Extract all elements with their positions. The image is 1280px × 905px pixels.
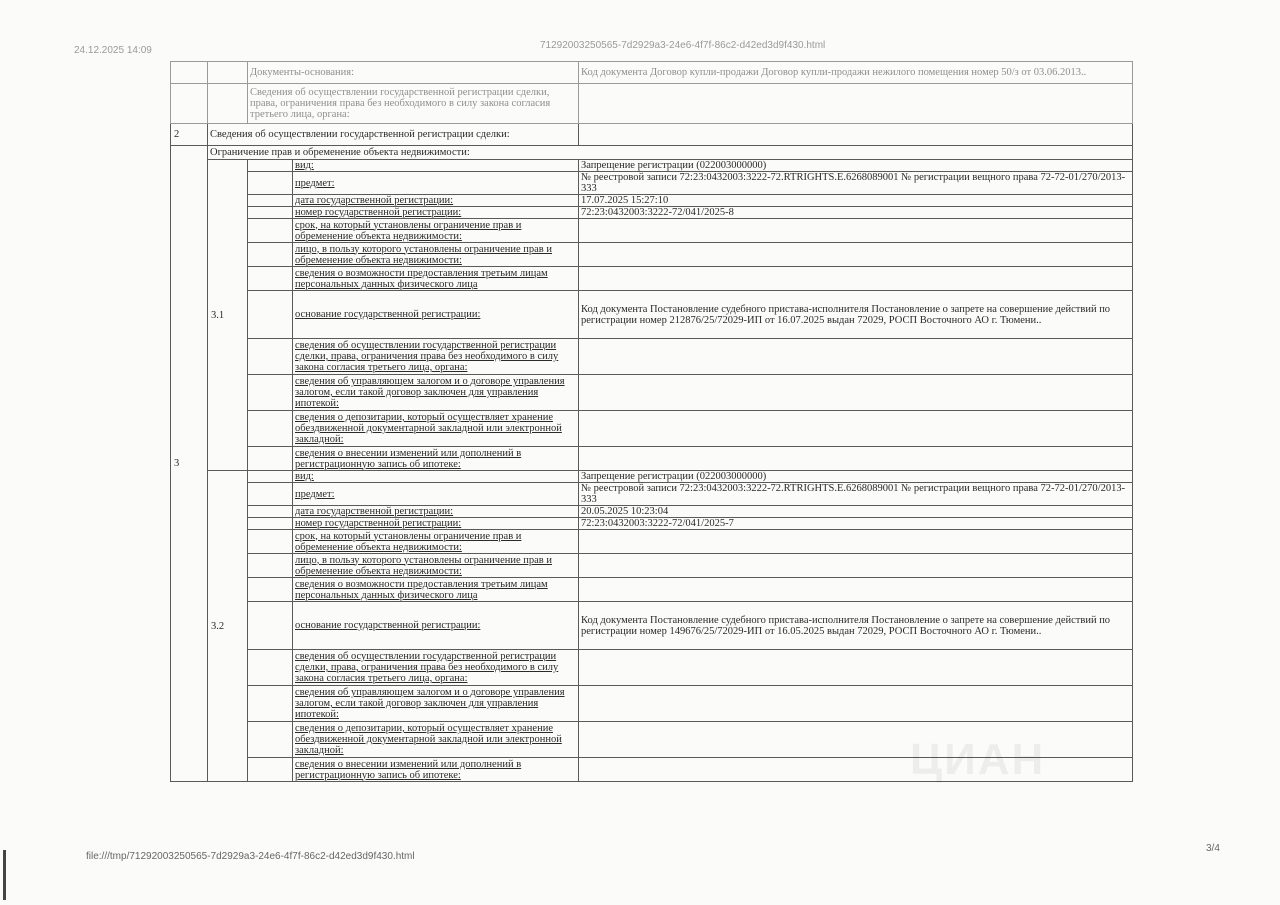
- field-value-empty: [579, 578, 1133, 602]
- field-label-predmet: предмет:: [293, 172, 579, 195]
- field-value-predmet: № реестровой записи 72:23:0432003:3222-72.RTRIGHTS.E.6268089001 № регистрации вещного права 72-72-01/270/2013-333: [579, 172, 1133, 195]
- table-row: [171, 471, 1133, 483]
- field-value-empty: [579, 411, 1133, 447]
- field-value-empty: [579, 447, 1133, 471]
- field-value-basis: Код документа Постановление судебного пристава-исполнителя Постановление о запрете на совершение действий по регистрации номер 149676/25/72029-ИП от 16.05.2025 выдан 72029, РОСП Восточного АО г. Тюмени..: [579, 602, 1133, 650]
- field-label-beneficiary: лицо, в пользу которого установлены ограничение прав и обременение объекта недвижимости:: [293, 554, 579, 578]
- field-label-basis: основание государственной регистрации:: [293, 291, 579, 339]
- field-label-basis: основание государственной регистрации:: [293, 602, 579, 650]
- table-row: [171, 411, 1133, 447]
- field-label-term: срок, на который установлены ограничение прав и обременение объекта недвижимости:: [293, 530, 579, 554]
- registry-sheet: [170, 61, 1132, 841]
- field-label-date: дата государственной регистрации:: [293, 195, 579, 207]
- field-label-number: номер государственной регистрации:: [293, 207, 579, 219]
- registry-table: [170, 61, 1133, 782]
- field-label-personal: сведения о возможности предоставления третьим лицам персональных данных физического лица: [293, 578, 579, 602]
- field-value-empty: [579, 375, 1133, 411]
- table-row: [171, 267, 1133, 291]
- table-row: [171, 530, 1133, 554]
- table-row: [171, 686, 1133, 722]
- table-row: [171, 578, 1133, 602]
- field-value-vid: Запрещение регистрации (022003000000): [579, 471, 1133, 483]
- field-label-date: дата государственной регистрации:: [293, 506, 579, 518]
- section-3-label: Ограничение прав и обременение объекта недвижимости:: [208, 146, 1133, 160]
- field-label-number: номер государственной регистрации:: [293, 518, 579, 530]
- field-label-consent: сведения об осуществлении государственной регистрации сделки, права, ограничения права без необходимого в силу закона согласия третьего лица, органа:: [293, 339, 579, 375]
- table-row: [171, 219, 1133, 243]
- field-value-empty: [579, 758, 1133, 782]
- field-label-beneficiary: лицо, в пользу которого установлены ограничение прав и обременение объекта недвижимости:: [293, 243, 579, 267]
- record-number: 3.2: [208, 471, 248, 782]
- field-value-empty: [579, 219, 1133, 243]
- field-label-changes: сведения о внесении изменений или дополнений в регистрационную запись об ипотеке:: [293, 447, 579, 471]
- footer-url: file:///tmp/71292003250565-7d2929a3-24e6-4f7f-86c2-d42ed3d9f430.html: [86, 851, 415, 862]
- section-2-number: 2: [171, 124, 208, 146]
- table-row: [171, 650, 1133, 686]
- field-value-date: 20.05.2025 10:23:04: [579, 506, 1133, 518]
- field-label-depositary: сведения о депозитарии, который осуществляет хранение обездвиженной документарной закладной или электронной закладной:: [293, 411, 579, 447]
- field-label-vid: вид:: [293, 160, 579, 172]
- record-number: 3.1: [208, 160, 248, 471]
- docs-label: Документы-основания:: [248, 62, 579, 84]
- field-label-vid: вид:: [293, 471, 579, 483]
- field-value-empty: [579, 243, 1133, 267]
- field-label-personal: сведения о возможности предоставления третьим лицам персональных данных физического лица: [293, 267, 579, 291]
- field-label-manager: сведения об управляющем залогом и о договоре управления залогом, если такой договор заключен для управления ипотекой:: [293, 686, 579, 722]
- field-value-empty: [579, 339, 1133, 375]
- field-label-manager: сведения об управляющем залогом и о договоре управления залогом, если такой договор заключен для управления ипотекой:: [293, 375, 579, 411]
- table-row: [171, 195, 1133, 207]
- table-row: [171, 172, 1133, 195]
- table-row: [171, 375, 1133, 411]
- section-3-number: 3: [171, 146, 208, 782]
- table-row: [171, 483, 1133, 506]
- watermark-logo: ЦИАН: [910, 735, 1046, 784]
- table-row: [171, 291, 1133, 339]
- section-2-label: Сведения об осуществлении государственной регистрации сделки:: [208, 124, 579, 146]
- table-row: [171, 447, 1133, 471]
- docs-value: Код документа Договор купли-продажи Договор купли-продажи нежилого помещения номер 50/з от 03.06.2013..: [579, 62, 1133, 84]
- field-value-empty: [579, 554, 1133, 578]
- field-value-empty: [579, 686, 1133, 722]
- table-row: [171, 243, 1133, 267]
- field-value-empty: [579, 650, 1133, 686]
- table-row: [171, 554, 1133, 578]
- field-value-number: 72:23:0432003:3222-72/041/2025-8: [579, 207, 1133, 219]
- field-value-empty: [579, 267, 1133, 291]
- field-label-changes: сведения о внесении изменений или дополнений в регистрационную запись об ипотеке:: [293, 758, 579, 782]
- table-row: [171, 160, 1133, 172]
- print-date: 24.12.2025 14:09: [74, 45, 152, 56]
- table-row: [171, 602, 1133, 650]
- table-row: [171, 339, 1133, 375]
- field-label-predmet: предмет:: [293, 483, 579, 506]
- field-value-empty: [579, 530, 1133, 554]
- field-value-date: 17.07.2025 15:27:10: [579, 195, 1133, 207]
- scan-edge: [3, 850, 6, 900]
- field-label-depositary: сведения о депозитарии, который осуществляет хранение обездвиженной документарной закладной или электронной закладной:: [293, 722, 579, 758]
- field-value-vid: Запрещение регистрации (022003000000): [579, 160, 1133, 172]
- field-value-basis: Код документа Постановление судебного пристава-исполнителя Постановление о запрете на совершение действий по регистрации номер 212876/25/72029-ИП от 16.07.2025 выдан 72029, РОСП Восточного АО г. Тюмени..: [579, 291, 1133, 339]
- table-row: [171, 518, 1133, 530]
- consent-label: Сведения об осуществлении государственной регистрации сделки, права, ограничения права без необходимого в силу закона согласия третьего лица, органа:: [248, 84, 579, 124]
- field-label-consent: сведения об осуществлении государственной регистрации сделки, права, ограничения права без необходимого в силу закона согласия третьего лица, органа:: [293, 650, 579, 686]
- page-number: 3/4: [1206, 843, 1220, 854]
- field-value-empty: [579, 722, 1133, 758]
- table-row: [171, 207, 1133, 219]
- print-filename: 71292003250565-7d2929a3-24e6-4f7f-86c2-d42ed3d9f430.html: [540, 40, 826, 51]
- field-label-term: срок, на который установлены ограничение прав и обременение объекта недвижимости:: [293, 219, 579, 243]
- field-value-number: 72:23:0432003:3222-72/041/2025-7: [579, 518, 1133, 530]
- field-value-predmet: № реестровой записи 72:23:0432003:3222-72.RTRIGHTS.E.6268089001 № регистрации вещного права 72-72-01/270/2013-333: [579, 483, 1133, 506]
- table-row: [171, 506, 1133, 518]
